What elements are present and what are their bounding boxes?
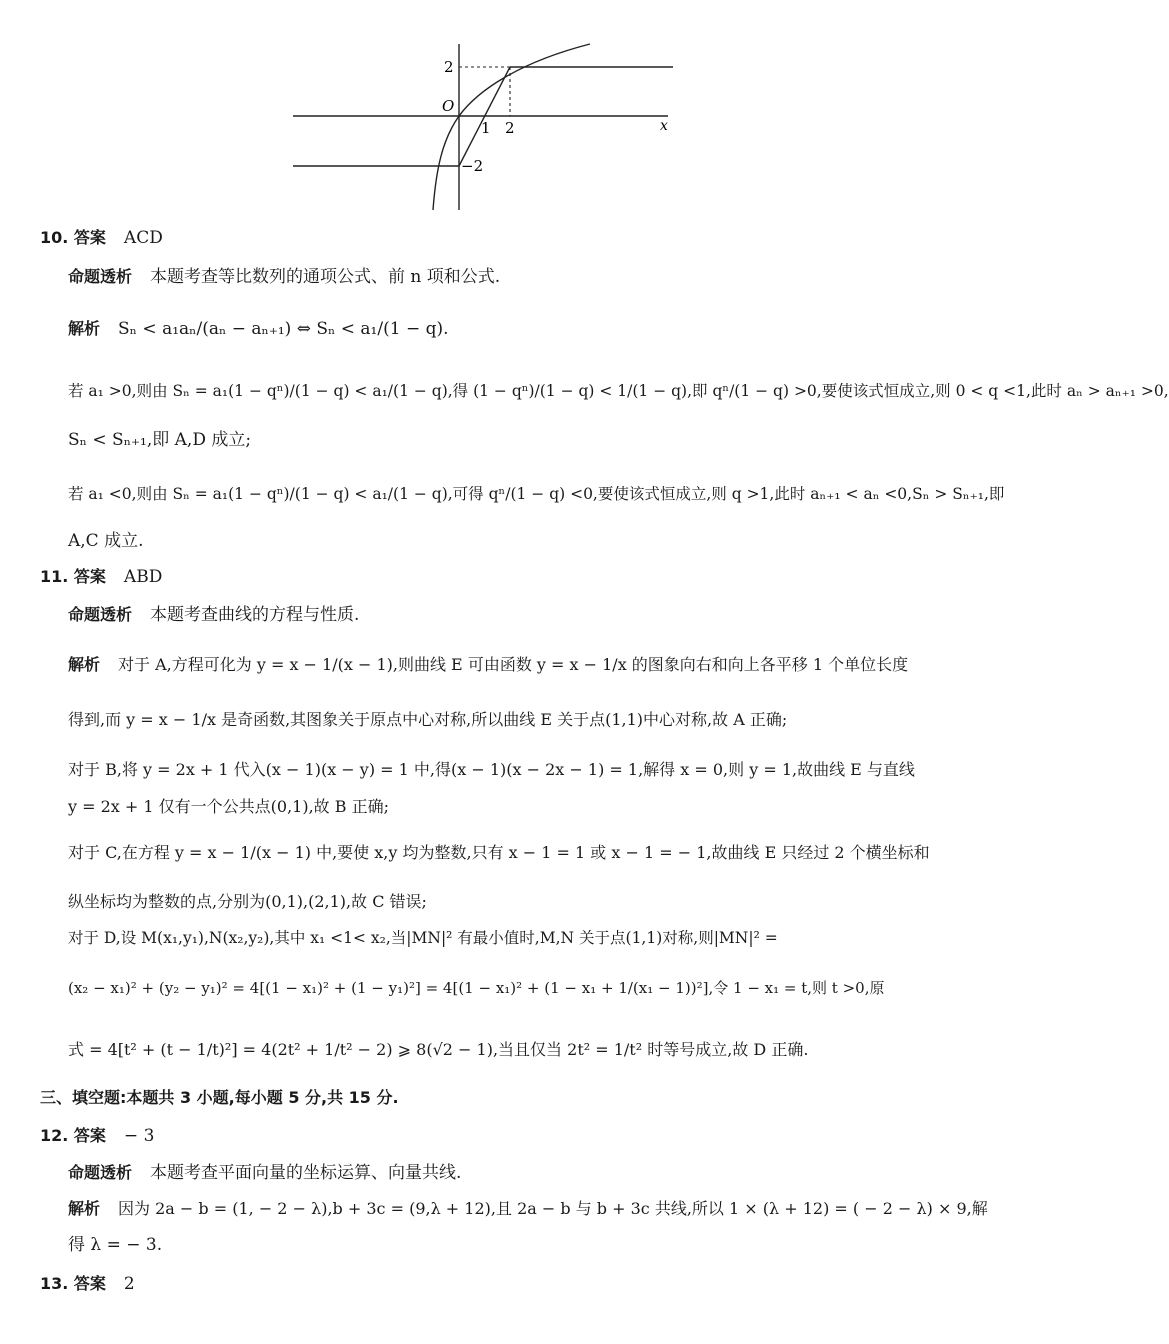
q11-insight-row [0, 603, 1018, 627]
q10-analysis: Sₙ < a₁aₙ/(aₙ − aₙ₊₁) ⇔ Sₙ < a₁/(1 − q). [118, 319, 449, 339]
q11-line1: 得到,而 y = x − 1/x 是奇函数,其图象关于原点中心对称,所以曲线 E 关于点(1,1)中心对称,故 A 正确; [68, 710, 788, 729]
q12-analysis: 因为 2a − b = (1, − 2 − λ),b + 3c = (9,λ + 12),且 2a − b 与 b + 3c 共线,所以 1 × (λ + 12) = ( − 2 − λ) × 9,解 [118, 1199, 988, 1218]
q12-insight: 本题考查平面向量的坐标运算、向量共线. [150, 1163, 462, 1183]
q12-answer: − 3 [123, 1126, 155, 1146]
label-xaxis: x [660, 118, 668, 134]
q13-answer: 2 [123, 1274, 135, 1294]
q10-line1: 若 a₁ >0,则由 Sₙ = a₁(1 − qⁿ)/(1 − q) < a₁/(1 − q),得 (1 − qⁿ)/(1 − q) < 1/(1 − q),即 qⁿ/(1 − q) >0,要使该式恒成立,则 0 < q <1,此时 aₙ > aₙ₊₁ >0, [68, 382, 1169, 400]
q11-line6: 对于 D,设 M(x₁,y₁),N(x₂,y₂),其中 x₁ <1< x₂,当|MN|² 有最小值时,M,N 关于点(1,1)对称,则|MN|² = [68, 929, 778, 947]
q12-analysis-row [0, 1197, 1018, 1221]
q13-header [0, 1272, 990, 1296]
q12-insight-row [0, 1161, 1018, 1185]
q10-insight-label: 命题透析 [68, 267, 133, 286]
function-graph-figure [285, 38, 685, 213]
q10-insight-row [0, 265, 1018, 289]
q10-line3: 若 a₁ <0,则由 Sₙ = a₁(1 − qⁿ)/(1 − q) < a₁/(1 − q),可得 qⁿ/(1 − q) <0,要使该式恒成立,则 q >1,此时 aₙ₊₁ < aₙ <0,Sₙ > Sₙ₊₁,即 [68, 485, 1005, 503]
q10-line2: Sₙ < Sₙ₊₁,即 A,D 成立; [68, 430, 252, 450]
q10-header [0, 226, 990, 250]
q12-analysis-label: 解析 [68, 1199, 101, 1218]
q11-insight: 本题考查曲线的方程与性质. [150, 605, 360, 625]
section-3-heading: 三、填空题:本题共 3 小题,每小题 5 分,共 15 分. [40, 1088, 399, 1107]
q11-analysis: 对于 A,方程可化为 y = x − 1/(x − 1),则曲线 E 可由函数 y = x − 1/x 的图象向右和向上各平移 1 个单位长度 [118, 655, 909, 674]
q10-insight: 本题考查等比数列的通项公式、前 n 项和公式. [150, 267, 501, 287]
q10-head: 10. 答案 [40, 228, 106, 247]
label-y2: 2 [444, 58, 454, 76]
q11-line7: (x₂ − x₁)² + (y₂ − y₁)² = 4[(1 − x₁)² + (1 − y₁)²] = 4[(1 − x₁)² + (1 − x₁ + 1/(x₁ − 1))²],令 1 − x₁ = t,则 t >0,原 [68, 979, 885, 997]
q12-header [0, 1124, 990, 1148]
label-yneg2: −2 [461, 157, 484, 175]
q10-analysis-label: 解析 [68, 319, 101, 338]
q11-analysis-row [0, 650, 1018, 680]
q11-analysis-label: 解析 [68, 655, 101, 674]
q11-insight-label: 命题透析 [68, 605, 133, 624]
q10-analysis-row [0, 314, 1018, 344]
label-x2: 2 [505, 119, 515, 137]
label-x1: 1 [481, 119, 491, 137]
q11-line2: 对于 B,将 y = 2x + 1 代入(x − 1)(x − y) = 1 中,得(x − 1)(x − 2x − 1) = 1,解得 x = 0,则 y = 1,故曲线 E 与直线 [68, 760, 915, 779]
q11-line4: 对于 C,在方程 y = x − 1/(x − 1) 中,要使 x,y 均为整数,只有 x − 1 = 1 或 x − 1 = − 1,故曲线 E 只经过 2 个横坐标和 [68, 843, 930, 862]
q11-header [0, 565, 990, 589]
q11-line5: 纵坐标均为整数的点,分别为(0,1),(2,1),故 C 错误; [68, 892, 427, 911]
q12-insight-label: 命题透析 [68, 1163, 133, 1182]
q11-line8: 式 = 4[t² + (t − 1/t)²] = 4(2t² + 1/t² − 2) ⩾ 8(√2 − 1),当且仅当 2t² = 1/t² 时等号成立,故 D 正确. [68, 1040, 809, 1059]
q13-head: 13. 答案 [40, 1274, 106, 1293]
q10-answer: ACD [123, 228, 163, 248]
q11-line3: y = 2x + 1 仅有一个公共点(0,1),故 B 正确; [68, 797, 390, 816]
label-origin: O [442, 97, 455, 115]
q10-line4: A,C 成立. [68, 531, 144, 551]
q12-head: 12. 答案 [40, 1126, 106, 1145]
q12-line1: 得 λ = − 3. [68, 1235, 163, 1255]
q11-head: 11. 答案 [40, 567, 106, 586]
q11-answer: ABD [123, 567, 163, 587]
